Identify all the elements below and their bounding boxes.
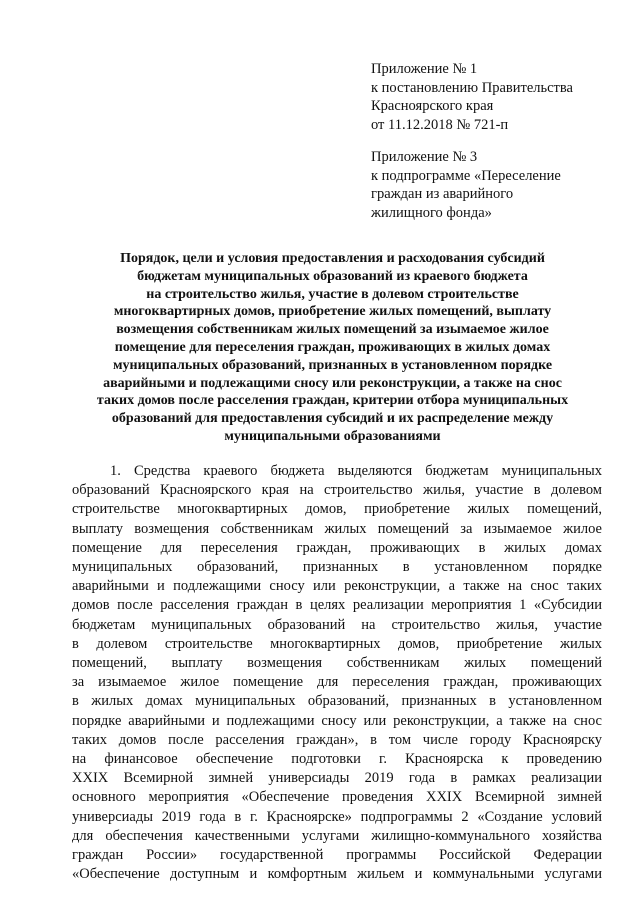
body-line: помещений, выплату возмещения собственникам жилых помещений <box>72 655 602 672</box>
body-line: бюджетам муниципальных образований на строительство жилья, участие <box>72 616 602 633</box>
appendix-1-line: от 11.12.2018 № 721-п <box>371 116 509 133</box>
body-line: XXIX Всемирной зимней универсиады 2019 года в рамках реализации <box>72 770 602 787</box>
body-line: в жилых домах муниципальных образований, признанных в установленном <box>72 693 602 710</box>
title-line: таких домов после расселения граждан, критерии отбора муниципальных <box>96 393 569 409</box>
body-line: за изымаемое жилое помещение для переселения граждан, проживающих <box>72 674 602 691</box>
body-line: домов после расселения граждан в целях реализации мероприятия 1 «Субсидии <box>72 597 602 614</box>
appendix-1-line: Красноярского края <box>371 98 494 114</box>
body-line: строительстве многоквартирных домов, приобретение жилых помещений, <box>72 501 602 518</box>
title-line: муниципальных образований, признанных в установленном порядке <box>112 357 553 373</box>
appendix-3-line: к подпрограмме «Переселение <box>371 167 561 184</box>
body-line: универсиады 2019 года в г. Красноярске» подпрограммы 2 «Создание условий <box>72 808 602 825</box>
appendix-3-header <box>371 148 611 222</box>
body-line: муниципальных образований, признанных в установленном порядке <box>72 559 602 576</box>
body-line: 1. Средства краевого бюджета выделяются бюджетам муниципальных <box>110 463 602 479</box>
body-line: в долевом строительстве многоквартирных домов, приобретение жилых <box>72 635 602 652</box>
body-line: на финансовое обеспечение подготовки г. Красноярска к проведению <box>72 751 602 768</box>
document-title <box>60 250 605 446</box>
title-line: помещение для переселения граждан, проживающих в жилых домах <box>114 339 551 355</box>
appendix-1-header <box>371 60 611 134</box>
title-line: муниципальными образованиями <box>224 428 441 444</box>
body-line: основного мероприятия «Обеспечение проведения XXIX Всемирной зимней <box>72 789 602 806</box>
body-line: выплату возмещения собственникам жилых помещений за изымаемое жилое <box>72 520 602 537</box>
body-line: таких домов после расселения граждан», в том числе городу Красноярску <box>72 731 602 748</box>
title-line: бюджетам муниципальных образований из краевого бюджета <box>137 268 528 284</box>
title-line: многоквартирных домов, приобретение жилых помещений, выплату <box>113 304 552 320</box>
title-line: возмещения собственникам жилых помещений за изымаемое жилое <box>116 322 549 338</box>
appendix-1-line: Приложение № 1 <box>371 61 478 77</box>
body-line: образований Красноярского края на строительство жилья, участие в долевом <box>72 482 602 499</box>
body-line: для обеспечения качественными услугами жилищно-коммунального хозяйства <box>72 827 602 844</box>
body-line: граждан России» государственной программы Российской Федерации <box>72 847 602 864</box>
appendix-3-line: граждан из аварийного <box>371 186 514 202</box>
appendix-1-line: к постановлению Правительства <box>371 79 573 96</box>
body-line: порядке аварийными и подлежащими сносу или реконструкции, а также на снос <box>72 712 602 729</box>
title-line: на строительство жилья, участие в долевом строительстве <box>146 286 519 302</box>
body-line: помещение для переселения граждан, проживающих в жилых домах <box>72 539 602 556</box>
body-line: аварийными и подлежащими сносу или реконструкции, а также на снос таких <box>72 578 602 595</box>
appendix-3-line: жилищного фонда» <box>371 204 492 221</box>
body-paragraph <box>72 462 602 884</box>
appendix-3-line: Приложение № 3 <box>371 149 478 165</box>
title-line: Порядок, цели и условия предоставления и расходования субсидий <box>120 251 545 266</box>
title-line: образований для предоставления субсидий и их распределение между <box>111 411 554 427</box>
body-line: «Обеспечение доступным и комфортным жильем и коммунальными услугами <box>72 866 602 883</box>
title-line: аварийными и подлежащими сносу или реконструкции, а также на снос <box>103 375 562 391</box>
